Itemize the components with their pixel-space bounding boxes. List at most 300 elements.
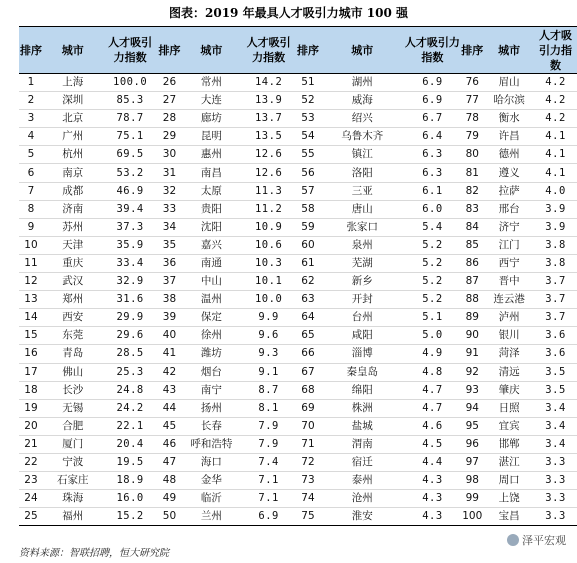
index-cell: 6.1: [405, 182, 461, 200]
rank-cell: 94: [460, 399, 484, 417]
table-row: [19, 254, 577, 272]
index-cell: 24.8: [103, 381, 158, 399]
table-row: [19, 435, 577, 453]
rank-cell: 1: [19, 74, 43, 92]
table-row: [19, 218, 577, 236]
index-cell: 4.3: [422, 510, 443, 523]
index-cell: 15.2: [116, 510, 144, 523]
city-cell: 福州: [62, 510, 84, 523]
index-cell: 25.3: [103, 363, 158, 381]
index-cell: 4.2: [534, 110, 577, 128]
index-cell: 3.5: [534, 381, 577, 399]
rank-cell: 70: [296, 417, 320, 435]
city-cell: 秦皇岛: [320, 363, 405, 381]
city-cell: 成都: [43, 182, 103, 200]
header-index: 人才吸引力指数: [103, 27, 158, 74]
city-cell: 晋中: [484, 273, 534, 291]
city-cell: 日照: [484, 399, 534, 417]
rank-cell: 65: [296, 327, 320, 345]
index-cell: 10.3: [241, 254, 296, 272]
header-index: 人才吸引力指数: [405, 27, 461, 74]
table-row: [19, 128, 577, 146]
index-cell: 10.0: [241, 291, 296, 309]
index-cell: 6.9: [405, 74, 461, 92]
index-cell: 5.2: [405, 291, 461, 309]
index-cell: 4.7: [405, 399, 461, 417]
rank-cell: 24: [19, 490, 43, 508]
index-cell: 24.2: [103, 399, 158, 417]
city-cell: 镇江: [320, 146, 405, 164]
city-cell: 珠海: [43, 490, 103, 508]
index-cell: 4.6: [405, 417, 461, 435]
table-row: [19, 381, 577, 399]
index-cell: 78.7: [103, 110, 158, 128]
city-cell: 银川: [484, 327, 534, 345]
index-cell: 5.4: [405, 218, 461, 236]
city-cell: 大连: [181, 92, 241, 110]
city-cell: 徐州: [181, 327, 241, 345]
city-cell: 江门: [484, 236, 534, 254]
city-cell: 东莞: [43, 327, 103, 345]
source-note: 资料来源：智联招聘，恒大研究院: [19, 548, 169, 559]
index-cell: 3.8: [534, 254, 577, 272]
city-cell: 嘉兴: [181, 236, 241, 254]
city-cell: 深圳: [43, 92, 103, 110]
city-cell: 青岛: [43, 345, 103, 363]
city-cell: 潍坊: [181, 345, 241, 363]
index-cell: 29.6: [103, 327, 158, 345]
rank-cell: 2: [19, 92, 43, 110]
rank-cell: 8: [19, 200, 43, 218]
rank-cell: 30: [158, 146, 182, 164]
rank-cell: 44: [158, 399, 182, 417]
city-cell: 武汉: [43, 273, 103, 291]
rank-cell: 39: [158, 309, 182, 327]
index-cell: 13.9: [241, 92, 296, 110]
city-cell: 南宁: [181, 381, 241, 399]
rank-cell: 74: [296, 490, 320, 508]
table-title: 图表：2019 年最具人才吸引力城市 100 强: [169, 6, 408, 20]
header-index: 人才吸引力指数: [241, 27, 296, 74]
index-cell: 4.2: [534, 92, 577, 110]
index-cell: 3.4: [534, 417, 577, 435]
rank-cell: 87: [460, 273, 484, 291]
city-cell: 济宁: [484, 218, 534, 236]
rank-cell: 20: [19, 417, 43, 435]
rank-cell: 23: [19, 472, 43, 490]
index-cell: 4.1: [534, 164, 577, 182]
rank-cell: 10: [19, 236, 43, 254]
city-cell: 杭州: [43, 146, 103, 164]
index-cell: 39.4: [103, 200, 158, 218]
index-cell: 3.6: [534, 345, 577, 363]
index-cell: 5.2: [405, 236, 461, 254]
index-cell: 4.1: [534, 146, 577, 164]
city-cell: 张家口: [320, 218, 405, 236]
city-cell: 扬州: [181, 399, 241, 417]
index-cell: 100.0: [103, 74, 158, 92]
rank-cell: 55: [296, 146, 320, 164]
city-cell: 威海: [320, 92, 405, 110]
index-cell: 6.3: [405, 164, 461, 182]
index-cell: 22.1: [103, 417, 158, 435]
city-cell: 邯郸: [484, 435, 534, 453]
rank-cell: 80: [460, 146, 484, 164]
city-cell: 太原: [181, 182, 241, 200]
city-cell: 泉州: [320, 236, 405, 254]
city-cell: 南京: [43, 164, 103, 182]
header-rank: 排序: [19, 27, 43, 74]
index-cell: 3.7: [534, 309, 577, 327]
rank-cell: 68: [296, 381, 320, 399]
header-rank: 排序: [460, 27, 484, 74]
city-cell: 金华: [181, 472, 241, 490]
city-cell: 德州: [484, 146, 534, 164]
header-rank: 排序: [158, 27, 182, 74]
index-cell: 10.6: [241, 236, 296, 254]
rank-cell: 85: [460, 236, 484, 254]
city-cell: 哈尔滨: [484, 92, 534, 110]
city-cell: 南昌: [181, 164, 241, 182]
rank-cell: 46: [158, 435, 182, 453]
index-cell: 4.0: [534, 182, 577, 200]
table-row: [19, 92, 577, 110]
rank-cell: 82: [460, 182, 484, 200]
city-cell: 连云港: [484, 291, 534, 309]
rank-cell: 99: [460, 490, 484, 508]
rank-cell: 60: [296, 236, 320, 254]
index-cell: 4.8: [405, 363, 461, 381]
index-cell: 6.7: [405, 110, 461, 128]
index-cell: 3.4: [534, 435, 577, 453]
table-row: [19, 110, 577, 128]
index-cell: 7.4: [241, 453, 296, 471]
rank-cell: 51: [296, 74, 320, 92]
rank-cell: 54: [296, 128, 320, 146]
city-cell: 贵阳: [181, 200, 241, 218]
watermark-text: 泽平宏观: [522, 534, 566, 547]
index-cell: 9.1: [241, 363, 296, 381]
index-cell: 4.9: [405, 345, 461, 363]
rank-cell: 89: [460, 309, 484, 327]
city-cell: 西宁: [484, 254, 534, 272]
rank-cell: 27: [158, 92, 182, 110]
index-cell: 37.3: [103, 218, 158, 236]
rank-cell: 18: [19, 381, 43, 399]
rank-cell: 86: [460, 254, 484, 272]
rank-cell: 28: [158, 110, 182, 128]
rank-cell: 98: [460, 472, 484, 490]
table-row: [19, 182, 577, 200]
index-cell: 4.3: [405, 472, 461, 490]
index-cell: 5.0: [405, 327, 461, 345]
rank-cell: 92: [460, 363, 484, 381]
index-cell: 3.3: [545, 510, 566, 523]
city-cell: 绍兴: [320, 110, 405, 128]
rank-cell: 79: [460, 128, 484, 146]
index-cell: 3.6: [534, 327, 577, 345]
city-cell: 温州: [181, 291, 241, 309]
rank-cell: 19: [19, 399, 43, 417]
city-cell: 宁波: [43, 453, 103, 471]
table-row: [19, 417, 577, 435]
city-cell: 湛江: [484, 453, 534, 471]
watermark: [504, 531, 569, 549]
index-cell: 5.2: [405, 254, 461, 272]
city-cell: 厦门: [43, 435, 103, 453]
rank-cell: 100: [462, 510, 483, 523]
city-ranking-table: [19, 26, 577, 526]
city-cell: 重庆: [43, 254, 103, 272]
rank-cell: 71: [296, 435, 320, 453]
city-cell: 西安: [43, 309, 103, 327]
city-cell: 新乡: [320, 273, 405, 291]
city-cell: 泸州: [484, 309, 534, 327]
city-cell: 宿迁: [320, 453, 405, 471]
index-cell: 28.5: [103, 345, 158, 363]
rank-cell: 81: [460, 164, 484, 182]
rank-cell: 67: [296, 363, 320, 381]
rank-cell: 42: [158, 363, 182, 381]
index-cell: 6.4: [405, 128, 461, 146]
table-row: [19, 327, 577, 345]
city-cell: 绵阳: [320, 381, 405, 399]
table-row: [19, 236, 577, 254]
index-cell: 5.1: [405, 309, 461, 327]
city-cell: 三亚: [320, 182, 405, 200]
rank-cell: 62: [296, 273, 320, 291]
rank-cell: 73: [296, 472, 320, 490]
rank-cell: 59: [296, 218, 320, 236]
rank-cell: 43: [158, 381, 182, 399]
rank-cell: 41: [158, 345, 182, 363]
city-cell: 昆明: [181, 128, 241, 146]
index-cell: 8.7: [241, 381, 296, 399]
city-cell: 天津: [43, 236, 103, 254]
index-cell: 35.9: [103, 236, 158, 254]
table-body: [19, 74, 577, 526]
rank-cell: 96: [460, 435, 484, 453]
rank-cell: 4: [19, 128, 43, 146]
city-cell: 长沙: [43, 381, 103, 399]
rank-cell: 47: [158, 453, 182, 471]
header-city: 城市: [181, 27, 241, 74]
header-rank: 排序: [296, 27, 320, 74]
index-cell: 6.9: [405, 92, 461, 110]
index-cell: 4.1: [534, 128, 577, 146]
city-cell: 石家庄: [43, 472, 103, 490]
rank-cell: 6: [19, 164, 43, 182]
table-row: [19, 146, 577, 164]
city-cell: 淮安: [351, 510, 373, 523]
index-cell: 6.3: [405, 146, 461, 164]
rank-cell: 64: [296, 309, 320, 327]
city-cell: 乌鲁木齐: [320, 128, 405, 146]
index-cell: 7.9: [241, 417, 296, 435]
index-cell: 13.5: [241, 128, 296, 146]
index-cell: 75.1: [103, 128, 158, 146]
rank-cell: 22: [19, 453, 43, 471]
rank-cell: 52: [296, 92, 320, 110]
index-cell: 3.3: [534, 472, 577, 490]
index-cell: 20.4: [103, 435, 158, 453]
index-cell: 3.3: [534, 490, 577, 508]
index-cell: 12.6: [241, 164, 296, 182]
city-cell: 沈阳: [181, 218, 241, 236]
rank-cell: 76: [460, 74, 484, 92]
index-cell: 4.2: [534, 74, 577, 92]
city-cell: 呼和浩特: [181, 435, 241, 453]
city-cell: 南通: [181, 254, 241, 272]
city-cell: 郑州: [43, 291, 103, 309]
table-row: [19, 345, 577, 363]
rank-cell: 72: [296, 453, 320, 471]
rank-cell: 90: [460, 327, 484, 345]
index-cell: 9.3: [241, 345, 296, 363]
rank-cell: 49: [158, 490, 182, 508]
table-header-row: [19, 27, 577, 74]
rank-cell: 38: [158, 291, 182, 309]
city-cell: 芜湖: [320, 254, 405, 272]
index-cell: 33.4: [103, 254, 158, 272]
index-cell: 13.7: [241, 110, 296, 128]
index-cell: 9.9: [241, 309, 296, 327]
city-cell: 渭南: [320, 435, 405, 453]
index-cell: 7.1: [241, 472, 296, 490]
city-cell: 唐山: [320, 200, 405, 218]
table-row: [19, 490, 577, 508]
index-cell: 5.2: [405, 273, 461, 291]
rank-cell: 17: [19, 363, 43, 381]
index-cell: 3.7: [534, 273, 577, 291]
header-city: 城市: [484, 27, 534, 74]
rank-cell: 83: [460, 200, 484, 218]
city-cell: 苏州: [43, 218, 103, 236]
city-cell: 广州: [43, 128, 103, 146]
rank-cell: 58: [296, 200, 320, 218]
rank-cell: 36: [158, 254, 182, 272]
header-city: 城市: [43, 27, 103, 74]
index-cell: 4.3: [405, 490, 461, 508]
rank-cell: 66: [296, 345, 320, 363]
city-cell: 无锡: [43, 399, 103, 417]
rank-cell: 21: [19, 435, 43, 453]
rank-cell: 34: [158, 218, 182, 236]
city-cell: 眉山: [484, 74, 534, 92]
rank-cell: 78: [460, 110, 484, 128]
rank-cell: 95: [460, 417, 484, 435]
index-cell: 9.6: [241, 327, 296, 345]
table-row: [19, 291, 577, 309]
city-cell: 烟台: [181, 363, 241, 381]
index-cell: 14.2: [241, 74, 296, 92]
index-cell: 3.8: [534, 236, 577, 254]
index-cell: 10.1: [241, 273, 296, 291]
city-cell: 拉萨: [484, 182, 534, 200]
rank-cell: 11: [19, 254, 43, 272]
table-row: [19, 363, 577, 381]
city-cell: 菏泽: [484, 345, 534, 363]
rank-cell: 25: [24, 510, 38, 523]
rank-cell: 29: [158, 128, 182, 146]
table-row: [19, 309, 577, 327]
index-cell: 3.5: [534, 363, 577, 381]
index-cell: 6.9: [258, 510, 279, 523]
index-cell: 4.5: [405, 435, 461, 453]
rank-cell: 75: [301, 510, 315, 523]
city-cell: 宜宾: [484, 417, 534, 435]
rank-cell: 7: [19, 182, 43, 200]
index-cell: 31.6: [103, 291, 158, 309]
header-index: 人才吸引力指数: [534, 27, 577, 74]
table-row: [19, 453, 577, 471]
city-cell: 宝昌: [498, 510, 520, 523]
index-cell: 6.0: [405, 200, 461, 218]
city-cell: 肇庆: [484, 381, 534, 399]
table-row: [19, 399, 577, 417]
city-cell: 衡水: [484, 110, 534, 128]
city-cell: 长春: [181, 417, 241, 435]
index-cell: 85.3: [103, 92, 158, 110]
city-cell: 湖州: [320, 74, 405, 92]
city-cell: 中山: [181, 273, 241, 291]
city-cell: 许昌: [484, 128, 534, 146]
index-cell: 3.3: [534, 453, 577, 471]
index-cell: 7.1: [241, 490, 296, 508]
rank-cell: 26: [158, 74, 182, 92]
rank-cell: 77: [460, 92, 484, 110]
city-cell: 沧州: [320, 490, 405, 508]
rank-cell: 93: [460, 381, 484, 399]
rank-cell: 14: [19, 309, 43, 327]
index-cell: 46.9: [103, 182, 158, 200]
index-cell: 12.6: [241, 146, 296, 164]
rank-cell: 91: [460, 345, 484, 363]
index-cell: 11.3: [241, 182, 296, 200]
rank-cell: 56: [296, 164, 320, 182]
city-cell: 惠州: [181, 146, 241, 164]
city-cell: 北京: [43, 110, 103, 128]
index-cell: 10.9: [241, 218, 296, 236]
city-cell: 清远: [484, 363, 534, 381]
wechat-icon: [507, 534, 519, 546]
rank-cell: 53: [296, 110, 320, 128]
index-cell: 3.9: [534, 200, 577, 218]
city-cell: 邢台: [484, 200, 534, 218]
rank-cell: 33: [158, 200, 182, 218]
rank-cell: 31: [158, 164, 182, 182]
table-row: [19, 472, 577, 490]
table-row: [19, 273, 577, 291]
rank-cell: 48: [158, 472, 182, 490]
index-cell: 69.5: [103, 146, 158, 164]
rank-cell: 32: [158, 182, 182, 200]
rank-cell: 63: [296, 291, 320, 309]
index-cell: 4.7: [405, 381, 461, 399]
rank-cell: 45: [158, 417, 182, 435]
rank-cell: 16: [19, 345, 43, 363]
rank-cell: 84: [460, 218, 484, 236]
city-cell: 海口: [181, 453, 241, 471]
city-cell: 上海: [43, 74, 103, 92]
city-cell: 盐城: [320, 417, 405, 435]
city-cell: 济南: [43, 200, 103, 218]
rank-cell: 5: [19, 146, 43, 164]
table-row: [19, 74, 577, 92]
index-cell: 16.0: [103, 490, 158, 508]
rank-cell: 50: [162, 510, 177, 523]
rank-cell: 37: [158, 273, 182, 291]
